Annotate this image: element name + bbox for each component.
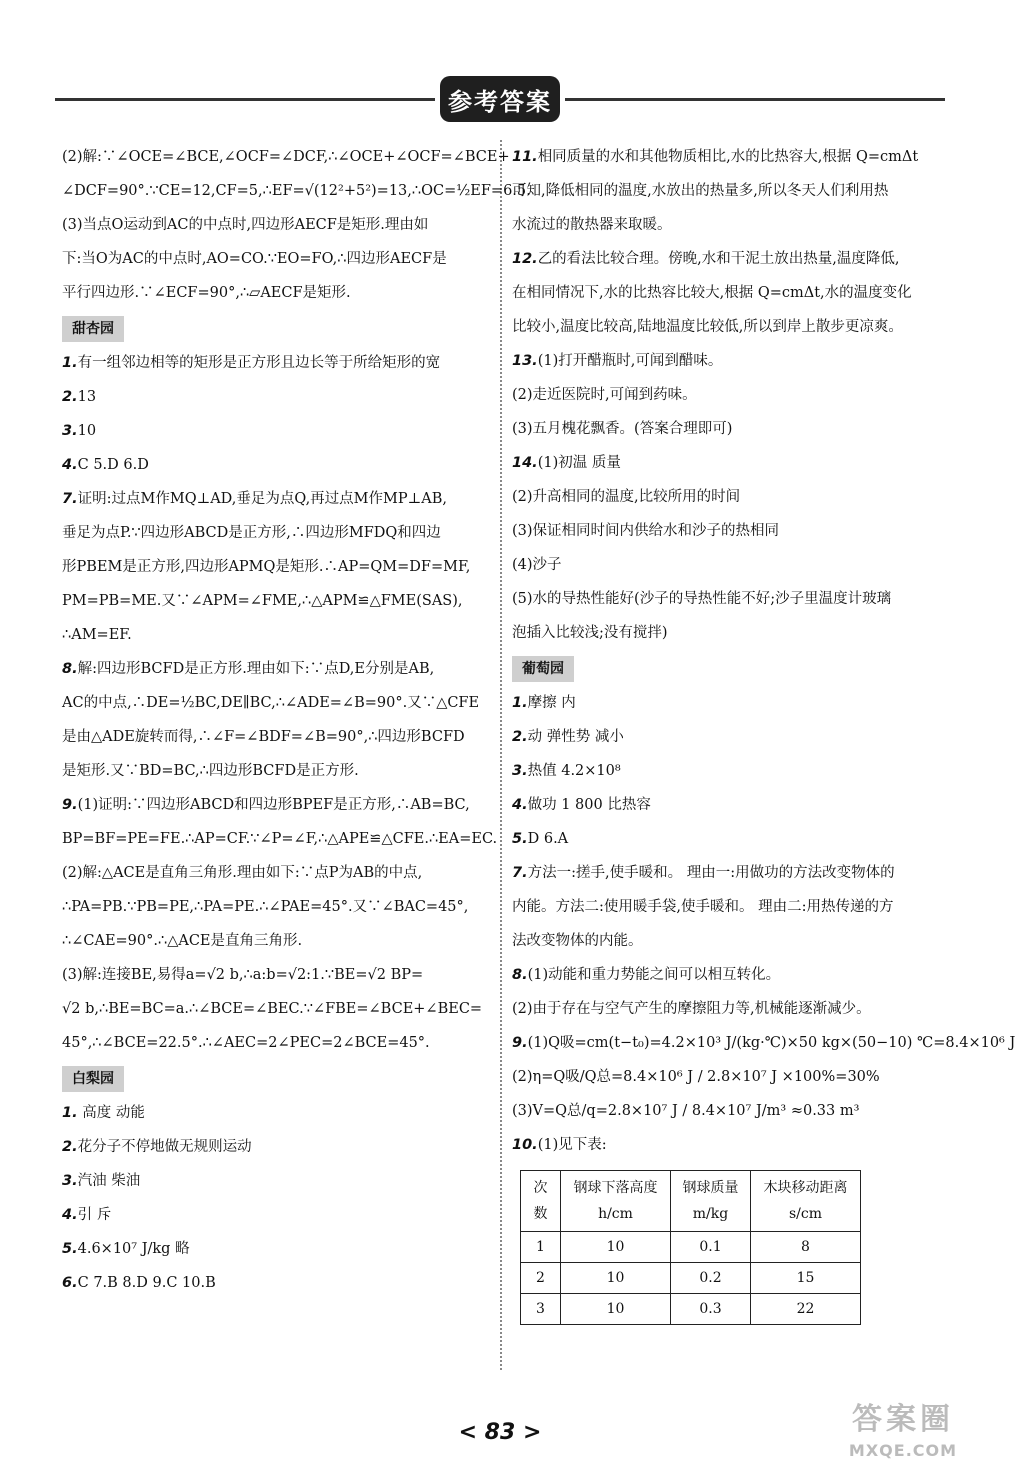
- answer-line: [512, 1060, 944, 1094]
- table-cell: 22: [751, 1294, 861, 1325]
- answer-text: 有一组邻边相等的矩形是正方形且边长等于所给矩形的宽: [77, 355, 441, 371]
- answer-text: 比较小,温度比较高,陆地温度比较低,所以到岸上散步更凉爽。: [512, 319, 903, 335]
- watermark-logo: [818, 1400, 988, 1470]
- answer-text: 花分子不停地做无规则运动: [77, 1139, 252, 1155]
- table-cell: 10: [561, 1263, 671, 1294]
- table-row: [521, 1263, 861, 1294]
- question-number: 12.: [512, 251, 538, 267]
- question-number: 11.: [512, 149, 538, 165]
- answer-text: (2)解:△ACE是直角三角形.理由如下:∵点P为AB的中点,: [62, 865, 423, 881]
- answer-text: 是矩形.又∵BD=BC,∴四边形BCFD是正方形.: [62, 763, 359, 779]
- question-number: 4.: [62, 1207, 78, 1223]
- answer-line: [512, 344, 944, 378]
- table-header-cell: 钢球质量 m/kg: [671, 1171, 751, 1232]
- answer-line: [512, 582, 944, 616]
- table-cell: 15: [751, 1263, 861, 1294]
- question-number: 5.: [512, 831, 528, 847]
- table-header-row: [521, 1171, 861, 1232]
- table-cell: 3: [521, 1294, 561, 1325]
- answer-text: AC的中点,∴DE=½BC,DE∥BC,∴∠ADE=∠B=90°.又∵△CFE: [62, 695, 480, 711]
- answer-line: [512, 992, 944, 1026]
- answer-line: [62, 380, 492, 414]
- answer-line: [512, 616, 944, 650]
- answer-text: 动 弹性势 减小: [527, 729, 624, 745]
- question-number: 13.: [512, 353, 538, 369]
- answer-line: [512, 514, 944, 548]
- answer-line: [512, 276, 944, 310]
- answer-text: (2)η=Q吸/Q总=8.4×10⁶ J / 2.8×10⁷ J ×100%=30%: [512, 1069, 880, 1085]
- answer-line: [62, 1266, 492, 1300]
- question-number: 10.: [512, 1137, 538, 1153]
- question-number: 4.: [512, 797, 528, 813]
- answer-line: [512, 754, 944, 788]
- answer-text: 4.6×10⁷ J/kg 略: [77, 1241, 190, 1257]
- answer-text: 垂足为点P.∵四边形ABCD是正方形,∴四边形MFDQ和四边: [62, 525, 441, 541]
- question-number: 7.: [512, 865, 528, 881]
- answer-line: [62, 1026, 492, 1060]
- answer-text: (2)解:∵∠OCE=∠BCE,∠OCF=∠DCF,∴∠OCE+∠OCF=∠BCE+: [62, 149, 510, 165]
- watermark-url: MXQE.COM: [848, 1441, 958, 1460]
- answer-text: (1)打开醋瓶时,可闻到醋味。: [537, 353, 723, 369]
- answer-line: [512, 208, 944, 242]
- answer-text: 水流过的散热器来取暖。: [512, 217, 672, 233]
- answer-line: [62, 924, 492, 958]
- answer-text: 13: [77, 389, 97, 405]
- question-number: 9.: [512, 1035, 528, 1051]
- page-header: [55, 70, 945, 130]
- answer-text: ∴PA=PB.∵PB=PE,∴PA=PE.∴∠PAE=45°.又∵∠BAC=45°,: [62, 899, 469, 915]
- answer-text: (3)解:连接BE,易得a=√2 b,∴a:b=√2:1.∵BE=√2 BP=: [62, 967, 424, 983]
- answer-text: ∠DCF=90°.∵CE=12,CF=5,∴EF=√(12²+5²)=13,∴OC=½EF=6.5.: [62, 183, 531, 199]
- header-title: 参考答案: [440, 76, 560, 122]
- table-cell: 8: [751, 1232, 861, 1263]
- answer-text: C 5.D 6.D: [77, 457, 149, 473]
- answer-text: 内能。方法二:使用暖手袋,使手暖和。 理由二:用热传递的方: [512, 899, 894, 915]
- answer-line: [62, 584, 492, 618]
- answer-line: [62, 346, 492, 380]
- answer-line: [512, 310, 944, 344]
- answer-text: (3)保证相同时间内供给水和沙子的热相同: [512, 523, 780, 539]
- experiment-table: [520, 1170, 861, 1325]
- header-rule-right: [565, 98, 945, 101]
- answer-line: [512, 822, 944, 856]
- table-cell: 0.3: [671, 1294, 751, 1325]
- question-number: 3.: [512, 763, 528, 779]
- answer-line: [512, 548, 944, 582]
- answer-text: 高度 动能: [77, 1105, 145, 1121]
- right-column: [512, 140, 1015, 1325]
- answer-line: [62, 140, 510, 174]
- answer-line: [512, 174, 944, 208]
- answer-text: 相同质量的水和其他物质相比,水的比热容大,根据 Q=cmΔt: [537, 149, 919, 165]
- answer-line: [62, 208, 492, 242]
- table-cell: 10: [561, 1232, 671, 1263]
- answer-line: [62, 482, 492, 516]
- answer-line: [62, 242, 492, 276]
- answer-line: [62, 992, 492, 1026]
- answer-line: [62, 516, 492, 550]
- question-number: 2.: [62, 1139, 78, 1155]
- question-number: 7.: [62, 491, 78, 507]
- answer-line: [512, 446, 944, 480]
- question-number: 2.: [512, 729, 528, 745]
- answer-text: 泡插入比较浅;没有搅拌): [512, 625, 668, 641]
- table-cell: 0.2: [671, 1263, 751, 1294]
- answer-line: [62, 856, 492, 890]
- answer-text: 乙的看法比较合理。傍晚,水和干泥土放出热量,温度降低,: [537, 251, 900, 267]
- table-header-cell: 钢球下落高度 h/cm: [561, 1171, 671, 1232]
- answer-line: [512, 958, 944, 992]
- answer-line: [62, 754, 492, 788]
- answer-text: 热值 4.2×10⁸: [527, 763, 621, 779]
- answer-line: [62, 788, 492, 822]
- answer-text: (1)Q吸=cm(t−t₀)=4.2×10³ J/(kg·℃)×50 kg×(50−10) ℃=8.4×10⁶ J: [527, 1035, 1015, 1051]
- answer-text: √2 b,∴BE=BC=a.∴∠BCE=∠BEC.∵∠FBE=∠BCE+∠BEC=: [62, 1001, 483, 1017]
- answer-line: [62, 652, 492, 686]
- table-row: [521, 1232, 861, 1263]
- question-number: 3.: [62, 1173, 78, 1189]
- question-number: 1.: [62, 1105, 78, 1121]
- answer-text: ∴AM=EF.: [62, 627, 132, 643]
- answer-line: [62, 958, 492, 992]
- answer-text: 10: [77, 423, 97, 439]
- answer-text: 解:四边形BCFD是正方形.理由如下:∵点D,E分别是AB,: [77, 661, 435, 677]
- answer-text: 是由△ADE旋转而得,∴∠F=∠BDF=∠B=90°,∴四边形BCFD: [62, 729, 465, 745]
- section-label-grape: 葡萄园: [512, 656, 574, 682]
- watermark-text: 答案圈: [852, 1402, 954, 1437]
- table-header-cell: 木块移动距离 s/cm: [751, 1171, 861, 1232]
- answer-text: (1)动能和重力势能之间可以相互转化。: [527, 967, 781, 983]
- page-number: < 83 >: [458, 1420, 542, 1445]
- answer-text: BP=BF=PE=FE.∴AP=CF.∵∠P=∠F,∴△APE≌△CFE.∴EA=EC.: [62, 831, 498, 847]
- answer-line: [62, 414, 492, 448]
- answer-text: 汽油 柴油: [77, 1173, 141, 1189]
- answer-line: [62, 1096, 492, 1130]
- answer-text: 45°,∴∠BCE=22.5°.∴∠AEC=2∠PEC=2∠BCE=45°.: [62, 1035, 430, 1051]
- section-label-sweet-apricot: 甜杏园: [62, 316, 124, 342]
- answer-line: [62, 1232, 492, 1266]
- answer-line: [512, 1128, 944, 1162]
- question-number: 6.: [62, 1275, 78, 1291]
- question-number: 2.: [62, 389, 78, 405]
- answer-text: (2)走近医院时,可闻到药味。: [512, 387, 697, 403]
- answer-text: (2)升高相同的温度,比较所用的时间: [512, 489, 741, 505]
- answer-text: 法改变物体的内能。: [512, 933, 643, 949]
- header-rule-left: [55, 98, 435, 101]
- answer-line: [512, 1094, 944, 1128]
- answer-line: [512, 686, 944, 720]
- answer-text: 平行四边形.∵∠ECF=90°,∴▱AECF是矩形.: [62, 285, 351, 301]
- answer-text: D 6.A: [527, 831, 569, 847]
- answer-line: [62, 1130, 492, 1164]
- answer-text: (3)V=Q总/q=2.8×10⁷ J / 8.4×10⁷ J/m³ ≈0.33 m³: [512, 1103, 860, 1119]
- answer-text: 方法一:搓手,使手暖和。 理由一:用做功的方法改变物体的: [527, 865, 895, 881]
- question-number: 8.: [512, 967, 528, 983]
- answer-text: 下:当O为AC的中点时,AO=CO.∵EO=FO,∴四边形AECF是: [62, 251, 447, 267]
- question-number: 8.: [62, 661, 78, 677]
- answer-line: [62, 618, 492, 652]
- column-divider: [500, 140, 502, 1370]
- question-number: 1.: [62, 355, 78, 371]
- question-number: 14.: [512, 455, 538, 471]
- answer-line: [62, 1198, 492, 1232]
- answer-line: [62, 448, 492, 482]
- answer-line: [512, 924, 944, 958]
- answer-line: [512, 412, 944, 446]
- answer-line: [512, 788, 944, 822]
- answer-text: 在相同情况下,水的比热容比较大,根据 Q=cmΔt,水的温度变化: [512, 285, 912, 301]
- answer-text: (5)水的导热性能好(沙子的导热性能不好;沙子里温度计玻璃: [512, 591, 892, 607]
- answer-line: [512, 480, 944, 514]
- question-number: 5.: [62, 1241, 78, 1257]
- answer-line: [62, 720, 492, 754]
- table-cell: 1: [521, 1232, 561, 1263]
- answer-line: [62, 686, 492, 720]
- answer-line: [512, 378, 944, 412]
- answer-text: ∴∠CAE=90°.∴△ACE是直角三角形.: [62, 933, 303, 949]
- question-number: 1.: [512, 695, 528, 711]
- question-number: 3.: [62, 423, 78, 439]
- answer-line: [512, 890, 944, 924]
- answer-text: C 7.B 8.D 9.C 10.B: [77, 1275, 216, 1291]
- answer-text: (3)五月槐花飘香。(答案合理即可): [512, 421, 733, 437]
- answer-line: [512, 140, 944, 174]
- answer-line: [62, 1164, 492, 1198]
- answer-line: [512, 242, 944, 276]
- answer-text: 引 斥: [77, 1207, 112, 1223]
- table-cell: 10: [561, 1294, 671, 1325]
- table-cell: 0.1: [671, 1232, 751, 1263]
- answer-line: [62, 550, 492, 584]
- answer-text: (1)初温 质量: [537, 455, 621, 471]
- answer-line: [512, 1026, 1015, 1060]
- answer-text: (3)当点O运动到AC的中点时,四边形AECF是矩形.理由如: [62, 217, 429, 233]
- answer-text: (4)沙子: [512, 557, 562, 573]
- answer-line: [512, 856, 944, 890]
- answer-text: (1)证明:∵四边形ABCD和四边形BPEF是正方形,∴AB=BC,: [77, 797, 470, 813]
- question-number: 4.: [62, 457, 78, 473]
- question-number: 9.: [62, 797, 78, 813]
- answer-text: (1)见下表:: [537, 1137, 607, 1153]
- answer-line: [62, 890, 492, 924]
- table-header-cell: 次数: [521, 1171, 561, 1232]
- answer-text: 做功 1 800 比热容: [527, 797, 651, 813]
- table-cell: 2: [521, 1263, 561, 1294]
- table-row: [521, 1294, 861, 1325]
- answer-text: PM=PB=ME.又∵∠APM=∠FME,∴△APM≌△FME(SAS),: [62, 593, 463, 609]
- answer-text: 形PBEM是正方形,四边形APMQ是矩形.∴AP=QM=DF=MF,: [62, 559, 471, 575]
- answer-text: (2)由于存在与空气产生的摩擦阻力等,机械能逐渐减少。: [512, 1001, 871, 1017]
- answer-text: 证明:过点M作MQ⊥AD,垂足为点Q,再过点M作MP⊥AB,: [77, 491, 447, 507]
- answer-line: [62, 822, 498, 856]
- answer-text: 摩擦 内: [527, 695, 576, 711]
- section-label-white-pear: 白梨园: [62, 1066, 124, 1092]
- answer-text: 可知,降低相同的温度,水放出的热量多,所以冬天人们利用热: [512, 183, 889, 199]
- answer-line: [62, 276, 492, 310]
- answer-line: [62, 174, 531, 208]
- answer-line: [512, 720, 944, 754]
